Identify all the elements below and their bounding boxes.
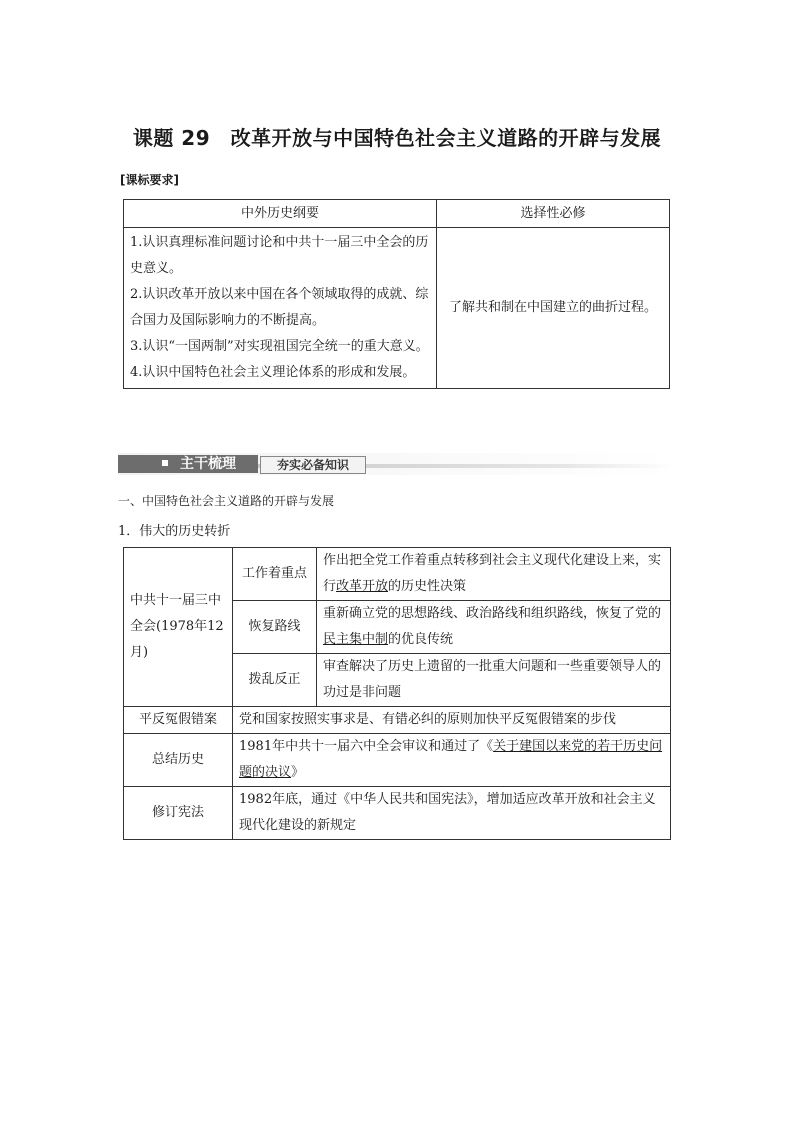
standard-item: 1.认识真理标准问题讨论和中共十一届三中全会的历史意义。 (130, 235, 429, 276)
standards-table (123, 199, 670, 389)
square-bullet-icon (162, 460, 168, 466)
table-row (124, 707, 671, 734)
subtopic-heading: 1．伟大的历史转折 (118, 524, 231, 539)
row-label: 工作着重点 (233, 548, 317, 601)
table-row (124, 787, 671, 840)
standards-header-row (124, 200, 670, 228)
standard-item: 3.认识“一国两制”对实现祖国完全统一的重大意义。 (130, 339, 429, 354)
row-content: 党和国家按照实事求是、有错必纠的原则加快平反冤假错案的步伐 (233, 707, 671, 734)
row-content: 1981年中共十一届六中全会审议和通过了《关于建国以来党的若干历史问题的决议》 (233, 734, 671, 787)
turning-point-table (123, 547, 671, 840)
plenum-cell: 中共十一届三中全会(1978年12月) (124, 548, 233, 707)
key-term: 民主集中制 (323, 632, 389, 647)
section-subheading: 夯实必备知识 (260, 456, 366, 474)
row-content: 重新确立党的思想路线、政治路线和组织路线，恢复了党的民主集中制的优良传统 (317, 601, 671, 654)
row-label: 平反冤假错案 (124, 707, 233, 734)
standards-right-cell: 了解共和制在中国建立的曲折过程。 (437, 228, 670, 389)
row-label: 总结历史 (124, 734, 233, 787)
section-heading: 主干梳理 (180, 456, 236, 472)
page-title: 课题 29 改革开放与中国特色社会主义道路的开辟与发展 (132, 126, 662, 150)
key-term: 改革开放 (336, 579, 389, 594)
standard-item: 2.认识改革开放以来中国在各个领域取得的成就、综合国力及国际影响力的不断提高。 (130, 287, 429, 328)
row-label: 拨乱反正 (233, 654, 317, 707)
row-label: 恢复路线 (233, 601, 317, 654)
standard-item: 4.认识中国特色社会主义理论体系的形成和发展。 (130, 365, 416, 380)
standards-header-left: 中外历史纲要 (124, 200, 437, 228)
standards-left-cell (124, 228, 437, 389)
table-row (124, 734, 671, 787)
table-row (124, 548, 671, 601)
row-content: 1982年底，通过《中华人民共和国宪法》，增加适应改革开放和社会主义现代化建设的新规定 (233, 787, 671, 840)
standards-label: [课标要求] (120, 173, 179, 187)
standards-header-right: 选择性必修 (437, 200, 670, 228)
standards-body-row (124, 228, 670, 389)
row-content: 作出把全党工作着重点转移到社会主义现代化建设上来，实行改革开放的历史性决策 (317, 548, 671, 601)
row-label: 修订宪法 (124, 787, 233, 840)
topic-heading: 一、中国特色社会主义道路的开辟与发展 (118, 494, 335, 508)
section-banner (118, 453, 676, 475)
key-term: 关于建国以来党的若干历史问题的决议 (239, 739, 663, 780)
row-content: 审查解决了历史上遗留的一批重大问题和一些重要领导人的功过是非问题 (317, 654, 671, 707)
